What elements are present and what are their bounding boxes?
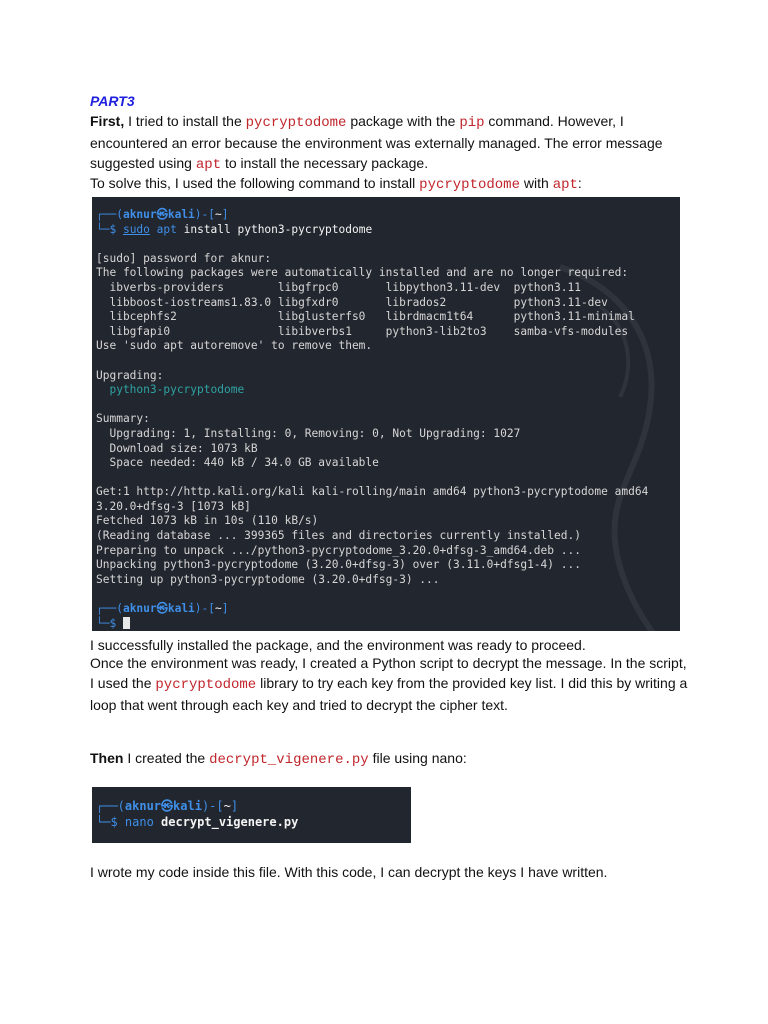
prompt-user: aknur (122, 602, 157, 616)
text: To solve this, I used the following command to install (90, 175, 420, 191)
cmd-sudo: sudo (122, 222, 150, 236)
prompt-dir: ~ (215, 208, 222, 221)
paragraph-script (90, 653, 690, 715)
terminal-output-line: Download size: 1073 kB (96, 441, 258, 455)
terminal-output-line: Unpacking python3-pycryptodome (3.20.0+dfsg-3) over (3.11.0+dfsg1-4) ... (96, 558, 581, 572)
prompt-line (96, 208, 680, 223)
text: with (520, 175, 553, 191)
bold-first: First, (90, 113, 125, 129)
code-apt: apt (195, 157, 222, 173)
terminal-output-a (96, 252, 680, 383)
bold-then: Then (90, 750, 124, 766)
prompt-bottom: └─$ (96, 222, 123, 236)
code-pycryptodome: pycryptodome (155, 677, 257, 693)
prompt-host: kali (167, 208, 195, 221)
prompt-end: ] (221, 208, 229, 221)
text: command. However, I encountered an error because the environment was externally managed. The error message suggested using (90, 113, 663, 171)
prompt-bottom: └─$ (96, 815, 125, 829)
cmd-file: decrypt_vigenere.py (153, 815, 299, 829)
cmd-apt: apt (156, 222, 177, 236)
prompt-mid: )-[ (194, 602, 216, 616)
terminal-screenshot-nano (92, 787, 411, 843)
terminal-output-line: Preparing to unpack .../python3-pycryptodome_3.20.0+dfsg-3_amd64.deb ... (96, 543, 581, 557)
prompt-line-2 (96, 602, 680, 617)
code-pycryptodome: pycryptodome (419, 177, 520, 193)
terminal-output-line (96, 471, 680, 486)
prompt-user: aknur (122, 208, 157, 221)
prompt-at: ㉿ (161, 799, 174, 813)
prompt-user: aknur (124, 799, 162, 813)
prompt-top: ┌──( (96, 602, 123, 616)
terminal-output-line: Setting up python3-pycryptodome (3.20.0+dfsg-3) ... (96, 572, 440, 586)
text: I created the (123, 750, 210, 766)
prompt-end: ] (221, 602, 229, 616)
command-line-2 (96, 617, 680, 631)
terminal-output-line: Upgrading: (96, 368, 164, 382)
text: Once the environment was ready, I created a Python script to decrypt the message. In the script, I used the (90, 655, 687, 691)
paragraph-solve (90, 173, 690, 195)
cmd-args: install python3-pycryptodome (176, 222, 373, 236)
prompt-host: kali (167, 602, 195, 616)
prompt-line (96, 798, 411, 814)
prompt-mid: )-[ (201, 799, 224, 813)
code-pycryptodome: pycryptodome (245, 115, 347, 131)
terminal-output-line: Summary: (96, 412, 150, 426)
prompt-top: ┌──( (96, 799, 125, 813)
terminal-output-line: Fetched 1073 kB in 10s (110 kB/s) (96, 514, 319, 528)
terminal-output-line: 3.20.0+dfsg-3 [1073 kB] (96, 499, 251, 513)
code-pip: pip (459, 115, 485, 131)
paragraph-success: I successfully installed the package, and the environment was ready to proceed. (90, 637, 586, 653)
text: library to try each key from the provided key list. I did this by writing a loop that went through each key and tried to decrypt the cipher text. (90, 675, 688, 713)
command-line (96, 223, 680, 238)
terminal-output-line: libgfapi0 libibverbs1 python3-lib2to3 samba-vfs-modules (96, 324, 629, 338)
terminal-output-line: Get:1 http://http.kali.org/kali kali-rolling/main amd64 python3-pycryptodome amd64 (96, 485, 649, 499)
prompt-mid: )-[ (194, 208, 216, 221)
terminal-output-line: libboost-iostreams1.83.0 libgfxdr0 librados2 python3.11-dev (96, 295, 608, 309)
prompt-bottom: └─$ (96, 616, 123, 630)
prompt-at: ㉿ (156, 602, 168, 616)
terminal-output-line (96, 398, 680, 413)
prompt-end: ] (230, 799, 239, 813)
terminal-output-line: Space needed: 440 kB / 34.0 GB available (96, 456, 379, 470)
terminal-output-line: ibverbs-providers libgfrpc0 libpython3.11-dev python3.11 (96, 280, 581, 294)
prompt-at: ㉿ (156, 208, 168, 221)
terminal-output-line: Use 'sudo apt autoremove' to remove them. (96, 339, 373, 353)
terminal-output-line (96, 354, 680, 369)
text: package with the (346, 113, 460, 129)
terminal-output-line: [sudo] password for aknur: (96, 251, 272, 265)
cmd-nano: nano (124, 815, 154, 829)
prompt-host: kali (173, 799, 202, 813)
terminal-output-b (96, 398, 680, 602)
terminal-cursor (123, 617, 130, 629)
terminal-output-line: The following packages were automatically installed and are no longer required: (96, 266, 629, 280)
paragraph-first (90, 111, 690, 175)
code-filename: decrypt_vigenere.py (209, 752, 369, 768)
prompt-top: ┌──( (96, 208, 123, 221)
text: : (577, 175, 582, 191)
upgrading-package: python3-pycryptodome (96, 383, 245, 397)
code-apt: apt (552, 177, 578, 193)
part-title: PART3 (90, 93, 135, 109)
paragraph-then (90, 748, 690, 770)
terminal-output-line: Upgrading: 1, Installing: 0, Removing: 0, Not Upgrading: 1027 (96, 426, 521, 440)
text: to install the necessary package. (221, 155, 429, 171)
prompt-dir: ~ (223, 799, 231, 813)
command-line (96, 814, 411, 830)
terminal-output-line (96, 587, 680, 602)
prompt-dir: ~ (215, 602, 222, 616)
text: I tried to install the (124, 113, 246, 129)
paragraph-wrote: I wrote my code inside this file. With this code, I can decrypt the keys I have written. (90, 864, 608, 880)
terminal-screenshot-install (92, 197, 680, 631)
text: file using nano: (368, 750, 467, 766)
terminal-output-line: libcephfs2 libglusterfs0 librdmacm1t64 python3.11-minimal (96, 310, 635, 324)
terminal-output-line: (Reading database ... 399365 files and directories currently installed.) (96, 529, 581, 543)
